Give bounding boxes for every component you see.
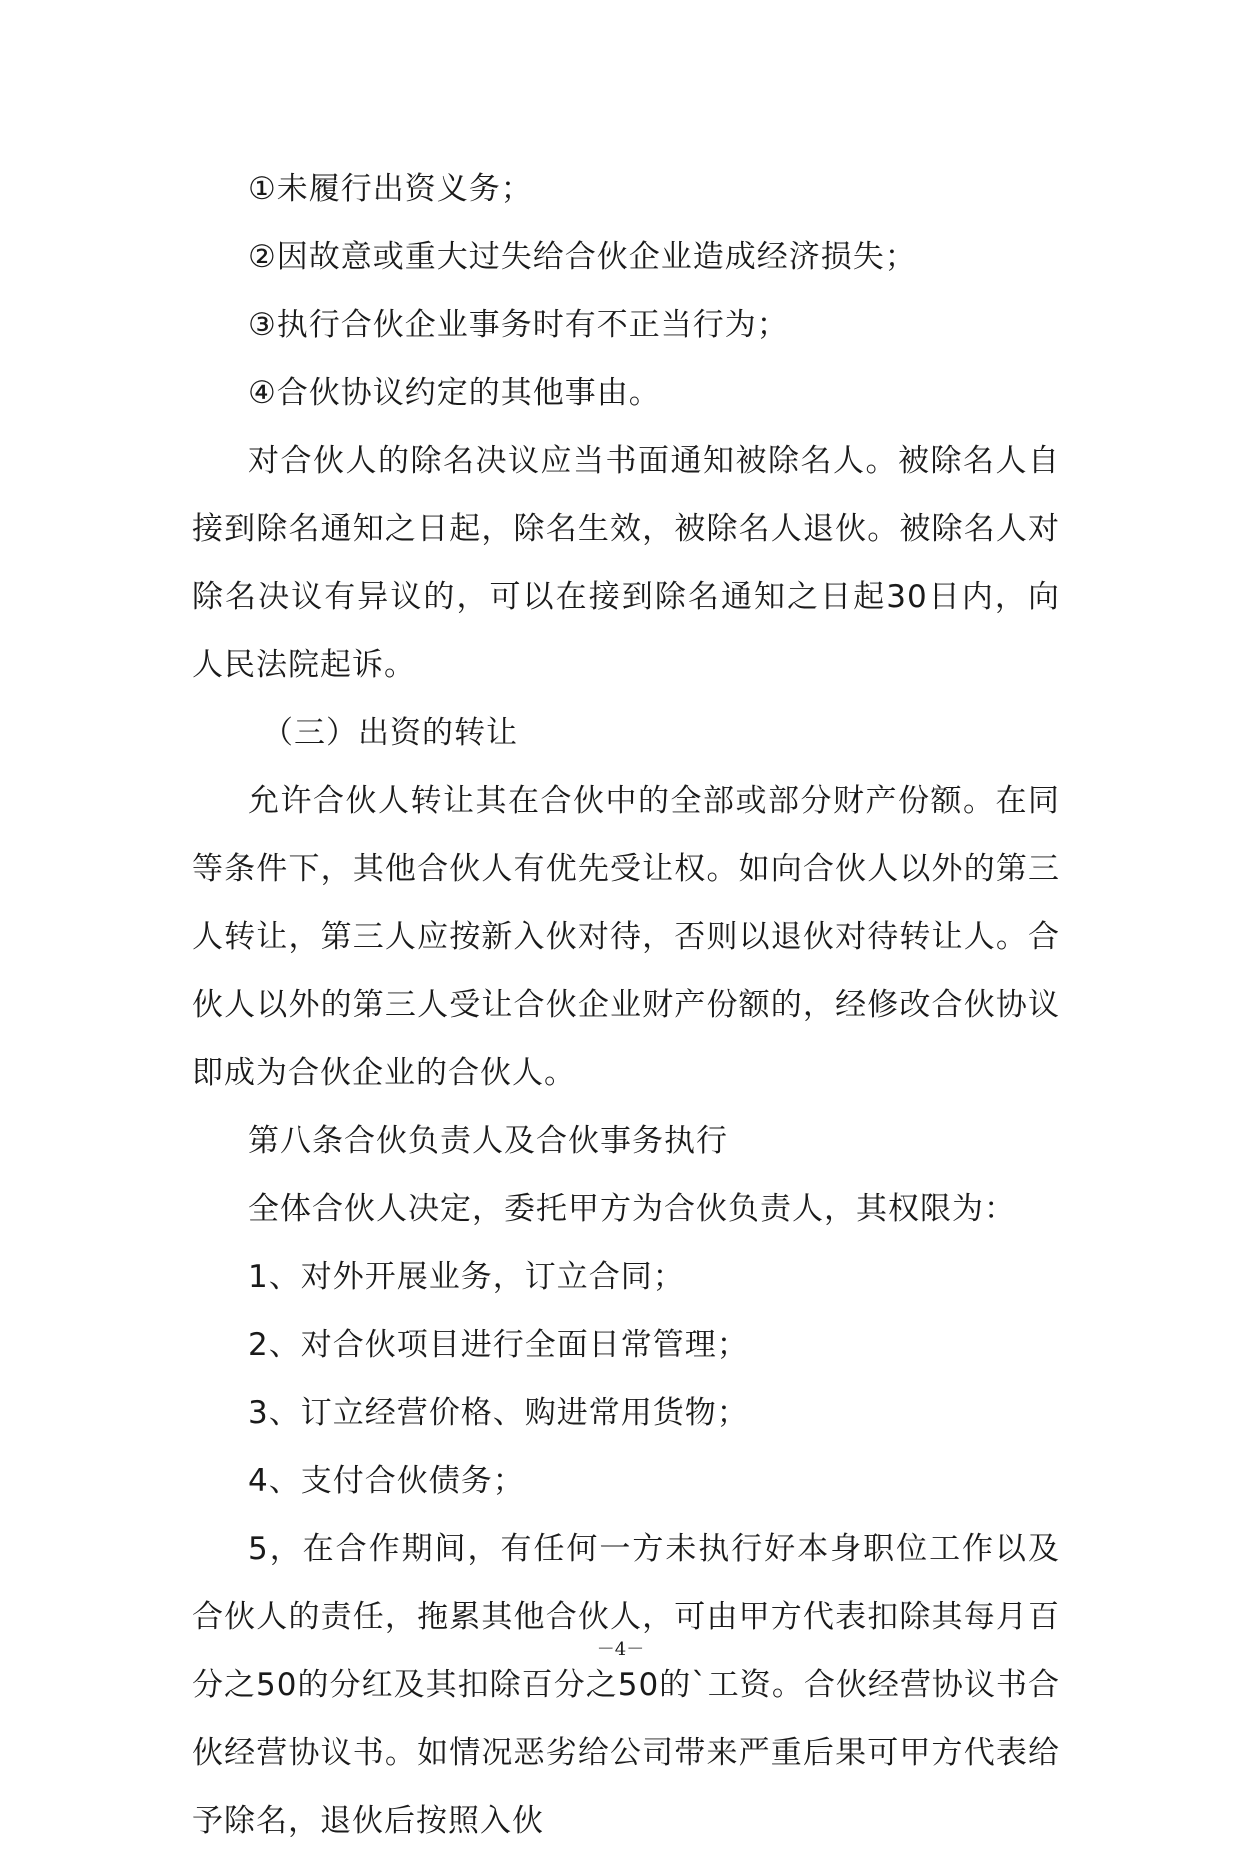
transfer-paragraph: 允许合伙人转让其在合伙中的全部或部分财产份额。在同等条件下，其他合伙人有优先受让权。如向合伙人以外的第三人转让，第三人应按新入伙对待，否则以退伙对待转让人。合伙人以外的第三人受让合伙企业财产份额的，经修改合伙协议即成为合伙企业的合伙人。 — [192, 783, 1060, 1091]
authority-item-4: 4、支付合伙债务； — [248, 1463, 525, 1499]
clause-item-4: ④合伙协议约定的其他事由。 — [248, 375, 661, 411]
clause-item-2: ②因故意或重大过失给合伙企业造成经济损失； — [248, 239, 917, 275]
authority-item-5: 5，在合作期间，有任何一方未执行好本身职位工作以及合伙人的责任，拖累其他合伙人，可由甲方代表扣除其每月百分之50的分红及其扣除百分之50的`工资。合伙经营协议书合伙经营协议书。如情况恶劣给公司带来严重后果可甲方代表给予除名，退伙后按照入伙 — [192, 1531, 1060, 1839]
authority-item-1: 1、对外开展业务，订立合同； — [248, 1259, 685, 1295]
page-number: －4－ — [596, 1639, 645, 1660]
article-heading: 第八条合伙负责人及合伙事务执行 — [248, 1123, 728, 1159]
removal-notice-paragraph: 对合伙人的除名决议应当书面通知被除名人。被除名人自接到除名通知之日起，除名生效，被除名人退伙。被除名人对除名决议有异议的，可以在接到除名通知之日起30日内，向人民法院起诉。 — [192, 443, 1060, 683]
authority-item-2: 2、对合伙项目进行全面日常管理； — [248, 1327, 749, 1363]
document-body — [192, 155, 1060, 1855]
clause-item-1: ①未履行出资义务； — [248, 171, 533, 207]
authority-item-3: 3、订立经营价格、购进常用货物； — [248, 1395, 749, 1431]
section-heading-transfer: （三）出资的转让 — [262, 715, 518, 751]
authority-intro: 全体合伙人决定，委托甲方为合伙负责人，其权限为： — [248, 1191, 1016, 1227]
clause-item-3: ③执行合伙企业事务时有不正当行为； — [248, 307, 789, 343]
